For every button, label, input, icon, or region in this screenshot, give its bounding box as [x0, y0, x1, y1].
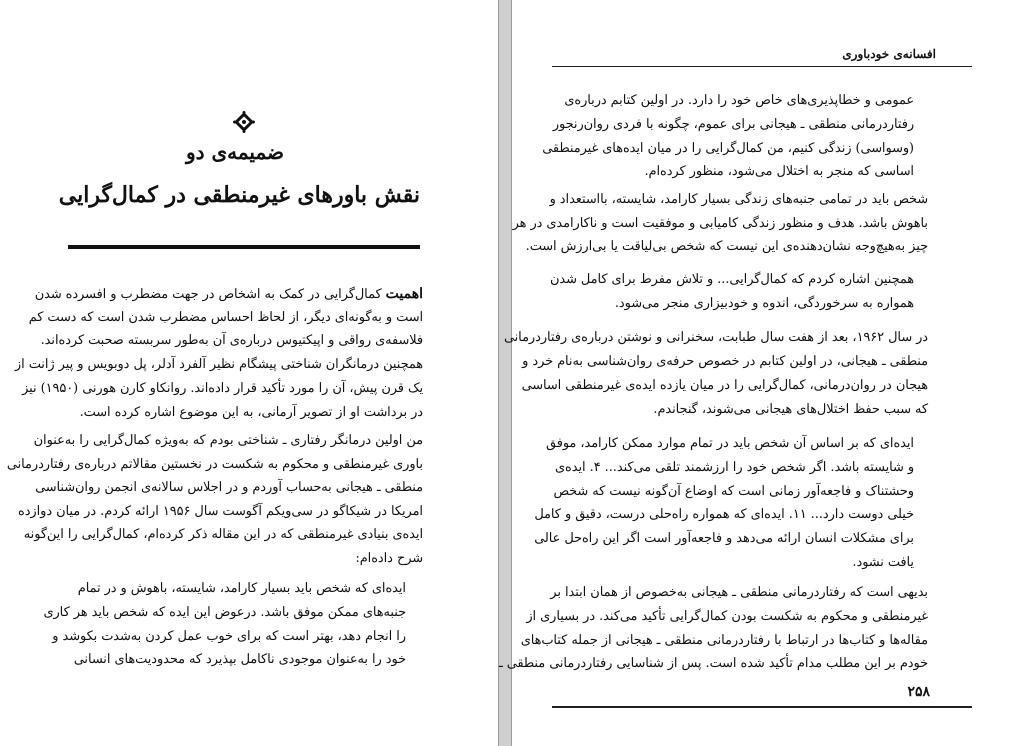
ornament-icon	[233, 111, 255, 133]
quote-line: عمومی و خطاپذیری‌های خاص خود را دارد. در اولین کتابم درباره‌ی	[564, 93, 914, 108]
quote-line: همواره به سرخوردگی، اندوه و خودبیزاری منجر می‌شود.	[614, 296, 914, 311]
body-line: امریکا در شیکاگو در سی‌ویکم آگوست سال ۱۹۵۶ ارائه کردم. در میان دوازده	[18, 504, 423, 519]
body-line: مقاله‌ها و کتاب‌ها در ارتباط با رفتاردرمانی منطقی ـ هیجانی از جمله کتاب‌های	[520, 633, 928, 648]
right-page	[498, 0, 1010, 746]
chapter-title: نقش باورهای غیرمنطقی در کمال‌گرایی	[58, 182, 420, 208]
running-head: افسانه‌ی خودباوری	[842, 47, 936, 61]
body-line: است و به‌گونه‌ای دیگر، از لحاظ احساس مضطرب شدن است که دست کم	[28, 310, 423, 325]
body-line: خودم بر این مطلب مدام تأکید شده است. پس از شناسایی رفتاردرمانی منطقی ـ	[498, 656, 928, 671]
left-page	[0, 0, 498, 746]
body-line: غیرمنطقی و محکوم به شکست بودن کمال‌گرایی تأکید می‌کند. در بسیاری از	[526, 609, 928, 624]
quote-line: وحشتناک و فاجعه‌آور زمانی است که اوضاع آن‌گونه نیست که شخص	[553, 484, 914, 499]
body-line: من اولین درمانگر رفتاری ـ شناختی بودم که به‌ویژه کمال‌گرایی را به‌عنوان	[33, 433, 423, 448]
body-text: کمال‌گرایی در کمک به اشخاص در جهت مضطرب و افسرده شدن	[34, 287, 382, 302]
body-line: شرح داده‌ام:	[355, 551, 423, 566]
quote-line: و شایسته باشد. اگر شخص خود را ارزشمند تلقی می‌کند... ۴. ایده‌ی	[555, 460, 914, 475]
body-line: که سبب حفظ اختلال‌های هیجانی می‌شوند، گنجاندم.	[653, 402, 928, 417]
quote-line: همچنین اشاره کردم که کمال‌گرایی... و تلاش مفرط برای کامل شدن	[550, 272, 914, 287]
body-line: ایده‌ی بنیادی غیرمنطقی که در این مقاله ذکر کرده‌ام، کمال‌گرایی را این‌گونه	[23, 527, 423, 542]
quote-line: برای مشکلات انسان ارائه می‌دهد و فاجعه‌آور است اگر این راه‌حل عالی	[534, 531, 914, 546]
body-line: هیجان در روان‌درمانی، کمال‌گرایی را در میان یازده ایده‌ی غیرمنطقی اساسی	[521, 378, 928, 393]
body-line: منطقی ـ هیجانی، در اولین کتابم در خصوص حرفه‌ی روان‌شناسی به‌نام خرد و	[522, 354, 928, 369]
lead-word: اهمیت	[385, 286, 423, 302]
appendix-label: ضمیمه‌ی دو	[185, 140, 285, 164]
quote-line: رفتاردرمانی منطقی ـ هیجانی برای عموم، چگونه با فردی روان‌رنجور	[552, 117, 914, 132]
title-rule	[68, 245, 420, 249]
body-line	[34, 286, 423, 303]
page-number: ۲۵۸	[907, 684, 930, 700]
body-line: باوری غیرمنطقی و محکوم به شکست در نخستین مقالاتم درباره‌ی رفتاردرمانی	[6, 457, 423, 472]
book-gutter	[498, 0, 512, 746]
body-line: همچنین درمانگران شناختی پیشگام نظیر آلفرد آدلر، پل دوبویس و پیر ژانت از	[14, 357, 423, 372]
body-line: شخص باید در تمامی جنبه‌های زندگی بسیار کارامد، شایسته، بااستعداد و	[549, 192, 928, 207]
quote-line: ایده‌ای که شخص باید بسیار کارامد، شایسته، باهوش و در تمام	[77, 581, 406, 596]
body-line: چیز به‌هیچ‌وجه نشان‌دهنده‌ی این نیست که شخص بی‌لیاقت یا بی‌ارزش است.	[525, 239, 928, 254]
quote-line: خیلی دوست دارد... ۱۱. ایده‌ای که همواره راه‌حلی درست، دقیق و کامل	[534, 507, 914, 522]
quote-line: (وسواسی) زندگی کنیم، من کمال‌گرایی را در میان ایده‌های غیرمنطقی	[542, 141, 914, 156]
body-line: در سال ۱۹۶۲، بعد از هفت سال طبابت، سخنرانی و نوشتن درباره‌ی رفتاردرمانی	[503, 330, 928, 345]
quote-line: خود را به‌عنوان موجودی ناکامل بپذیرد که محدودیت‌های انسانی	[73, 652, 406, 667]
header-rule	[552, 66, 972, 67]
body-line: فلاسفه‌ی رواقی و اپیکتیوس درباره‌ی آن به‌طور سربسته صحبت کرده‌اند.	[40, 333, 423, 348]
quote-line: را انجام دهد، بهتر است که برای خوب عمل کردن به‌شدت بکوشد و	[52, 629, 406, 644]
quote-line: یافت نشود.	[852, 555, 914, 570]
body-line: در برداشت او از تصویر آرمانی، به این موضوع اشاره کرده است.	[79, 405, 423, 420]
footer-rule	[552, 706, 972, 708]
body-line: یک قرن پیش، آن را مورد تأکید قرار داده‌اند. روانکاو کارن هورنی (۱۹۵۰) نیز	[22, 381, 423, 396]
quote-line: جنبه‌های ممکن موفق باشد. درعوض این ایده که شخص باید هر کاری	[43, 605, 406, 620]
body-line: منطقی ـ هیجانی به‌حساب آوردم و در اجلاس سالانه‌ی انجمن روان‌شناسی	[35, 480, 423, 495]
quote-line: ایده‌ای که بر اساس آن شخص باید در تمام موارد ممکن کارامد، موفق	[546, 436, 914, 451]
body-line: باهوش باشد. هدف و منظور زندگی کامیابی و موفقیت است و ناکارامدی در هر	[512, 216, 928, 231]
body-line: بدیهی است که رفتاردرمانی منطقی ـ هیجانی به‌خصوص از همان ابتدا بر	[550, 585, 928, 600]
quote-line: اساسی که منجر به اختلال می‌شود، منظور کرده‌ام.	[644, 164, 914, 179]
